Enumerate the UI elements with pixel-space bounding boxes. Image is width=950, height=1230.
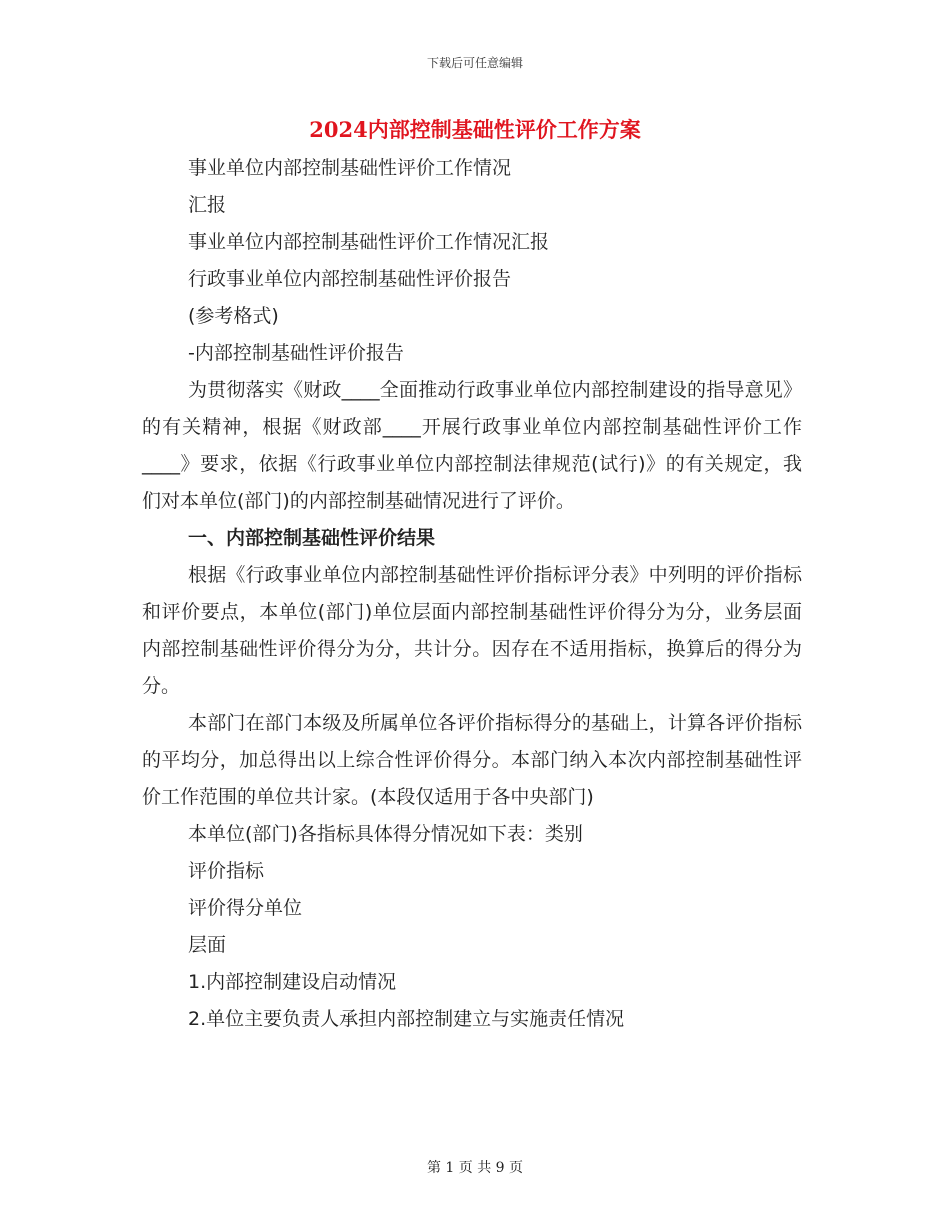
body-line: 事业单位内部控制基础性评价工作情况 (188, 157, 512, 179)
document-title: 2024内部控制基础性评价工作方案 (309, 117, 641, 142)
table-line: 层面 (188, 934, 227, 956)
page-header: 下载后可任意编辑 (426, 56, 523, 70)
body-line: 汇报 (188, 194, 227, 216)
table-line: 评价得分单位 (188, 897, 303, 919)
table-line: 2.单位主要负责人承担内部控制建立与实施责任情况 (188, 1008, 625, 1030)
body-line: -内部控制基础性评价报告 (188, 342, 404, 364)
paragraph-results: 根据《行政事业单位内部控制基础性评价指标评分表》中列明的评价指标和评价要点，本单位(部门)单位层面内部控制基础性评价得分为分，业务层面内部控制基础性评价得分为分，共计分。因存在不适用指标，换算后的得分为分。 (142, 564, 802, 697)
section-heading: 一、内部控制基础性评价结果 (188, 527, 436, 549)
paragraph-intro: 为贯彻落实《财政____全面推动行政事业单位内部控制建设的指导意见》的有关精神，根据《财政部____开展行政事业单位内部控制基础性评价工作____》要求，依据《行政事业单位内部控制法律规范(试行)》的有关规定，我们对本单位(部门)的内部控制基础情况进行了评价。 (142, 379, 802, 512)
document-body (142, 150, 802, 1038)
body-line: 事业单位内部控制基础性评价工作情况汇报 (188, 231, 550, 253)
paragraph-department: 本部门在部门本级及所属单位各评价指标得分的基础上，计算各评价指标的平均分，加总得出以上综合性评价得分。本部门纳入本次内部控制基础性评价工作范围的单位共计家。(本段仅适用于各中央部门) (142, 712, 802, 808)
page-footer: 第 1 页 共 9 页 (426, 1160, 524, 1176)
table-line: 本单位(部门)各指标具体得分情况如下表：类别 (188, 823, 583, 845)
body-line: (参考格式) (188, 305, 279, 327)
body-line: 行政事业单位内部控制基础性评价报告 (188, 268, 512, 290)
table-line: 评价指标 (188, 860, 265, 882)
table-line: 1.内部控制建设启动情况 (188, 971, 397, 993)
